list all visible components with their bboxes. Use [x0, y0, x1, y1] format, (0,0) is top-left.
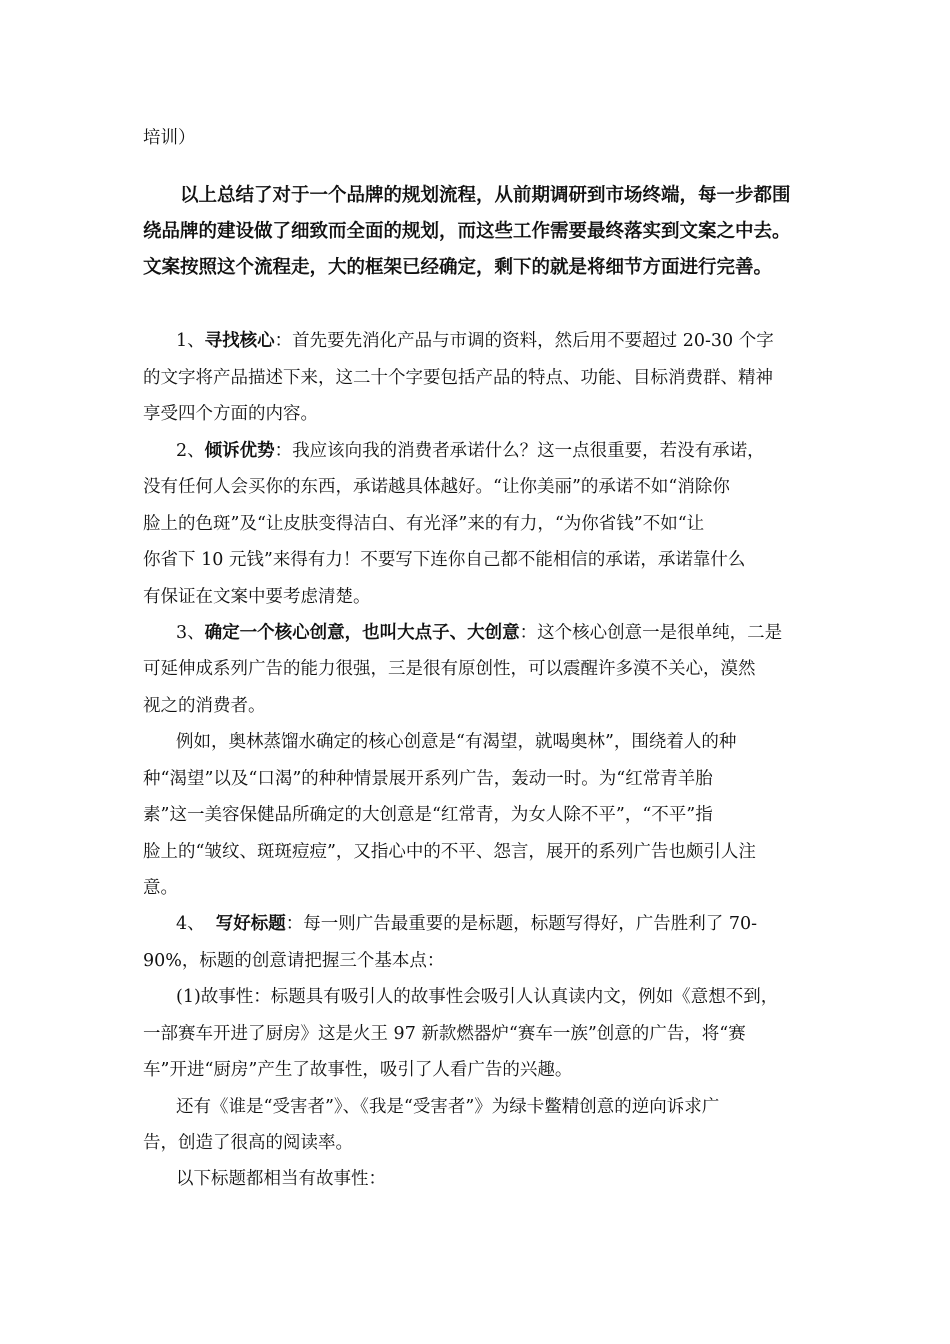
section3-line-3: 视之的消费者。 — [143, 696, 266, 716]
section3-line-1 — [176, 621, 808, 645]
example-line-3: 素”这一美容保健品所确定的大创意是“红常青，为女人除不平”，“不平”指 — [143, 805, 713, 825]
section2-line-5: 有保证在文案中要考虑清楚。 — [143, 587, 371, 607]
summary-line-3: 文案按照这个流程走，大的框架已经确定，剩下的就是将细节方面进行完善。 — [143, 257, 773, 278]
section3-number: 3、 — [176, 623, 205, 643]
section2-heading: 倾诉优势 — [204, 441, 275, 461]
section2-line-4: 你省下 10 元钱”来得有力！不要写下连你自己都不能相信的承诺，承诺靠什么 — [143, 550, 746, 570]
section1-number: 1、 — [176, 331, 205, 351]
section4-line-1 — [176, 912, 808, 936]
section4-line-2: 90%，标题的创意请把握三个基本点： — [143, 951, 445, 971]
section3-line-1-rest: ：这个核心创意一是很单纯，二是 — [519, 623, 783, 643]
also-line-2: 告，创造了很高的阅读率。 — [143, 1133, 353, 1153]
closing-line: 以下标题都相当有故事性： — [176, 1169, 386, 1189]
section4-number: 4、 — [176, 914, 205, 934]
story-line-3: 车”开进“厨房”产生了故事性，吸引了人看广告的兴趣。 — [143, 1060, 573, 1080]
section1-heading: 寻找核心 — [204, 331, 275, 351]
section3-heading: 确定一个核心创意，也叫大点子、大创意 — [204, 623, 520, 643]
story-line-2: 一部赛车开进了厨房》这是火王 97 新款燃器炉“赛车一族”创意的广告，将“赛 — [143, 1024, 746, 1044]
summary-line-2: 绕品牌的建设做了细致而全面的规划，而这些工作需要最终落实到文案之中去。 — [143, 221, 791, 242]
section4-heading: 写好标题 — [215, 914, 286, 934]
section1-line-1 — [176, 329, 808, 353]
section2-line-1-rest: ：我应该向我的消费者承诺什么？这一点很重要，若没有承诺， — [274, 441, 765, 461]
section1-line-2: 的文字将产品描述下来，这二十个字要包括产品的特点、功能、目标消费群、精神 — [143, 368, 773, 388]
example-line-2: 种“渴望”以及“口渴”的种种情景展开系列广告，轰动一时。为“红常青羊胎 — [143, 769, 713, 789]
section2-number: 2、 — [176, 441, 205, 461]
example-line-1: 例如，奥林蒸馏水确定的核心创意是“有渴望，就喝奥林”，围绕着人的种 — [176, 732, 737, 752]
top-fragment: 培训） — [143, 128, 196, 148]
example-line-5: 意。 — [143, 878, 178, 898]
also-line-1: 还有《谁是“受害者”》、《我是“受害者”》为绿卡鳖精创意的逆向诉求广 — [176, 1097, 720, 1117]
section2-line-2: 没有任何人会买你的东西，承诺越具体越好。“让你美丽”的承诺不如“消除你 — [143, 477, 730, 497]
example-line-4: 脸上的“皱纹、斑斑痘痘”，又指心中的不平、怨言，展开的系列广告也颇引人注 — [143, 842, 756, 862]
summary-line-1: 以上总结了对于一个品牌的规划流程，从前期调研到市场终端，每一步都围 — [180, 185, 791, 206]
section1-line-1-rest: ：首先要先消化产品与市调的资料，然后用不要超过 20-30 个字 — [274, 331, 774, 351]
section2-line-3: 脸上的色斑”及“让皮肤变得洁白、有光泽”来的有力，“为你省钱”不如“让 — [143, 514, 705, 534]
section2-line-1 — [176, 439, 808, 463]
story-line-1: (1)故事性：标题具有吸引人的故事性会吸引人认真读内文，例如《意想不到， — [176, 987, 779, 1007]
section1-line-3: 享受四个方面的内容。 — [143, 404, 318, 424]
section4-line-1-rest: ：每一则广告最重要的是标题，标题写得好，广告胜利了 70- — [285, 914, 758, 934]
section3-line-2: 可延伸成系列广告的能力很强，三是很有原创性，可以震醒许多漠不关心，漠然 — [143, 659, 756, 679]
